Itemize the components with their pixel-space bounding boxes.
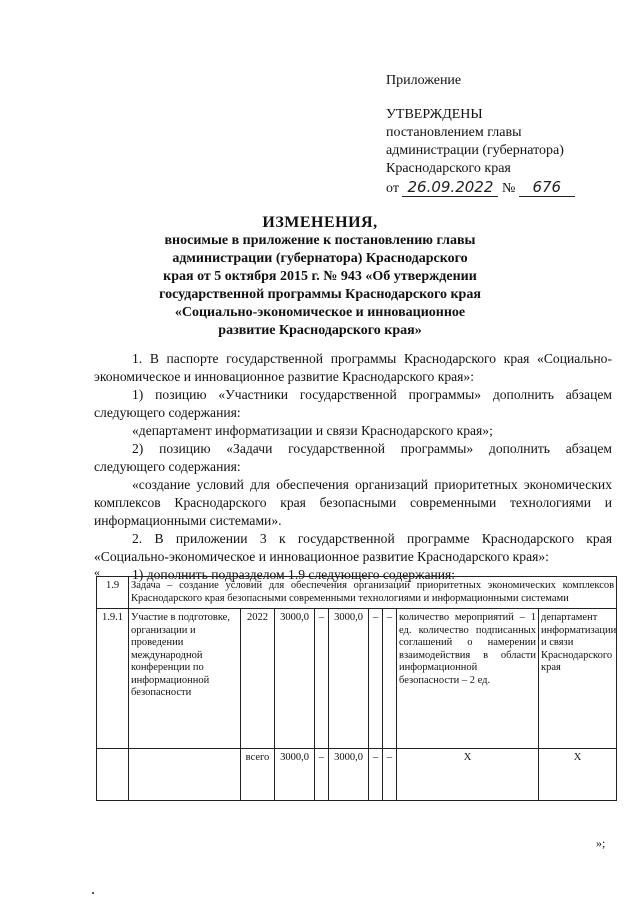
- measure-name: Участие в подготовке, организации и проведении международной конференции по информационной безопасности: [129, 609, 241, 749]
- heading-line-2: администрации (губернатора) Краснодарского: [172, 251, 468, 266]
- result-cell: X: [397, 749, 539, 801]
- appendix-label: Приложение: [386, 73, 462, 88]
- paragraph-1: 1. В паспорте государственной программы Краснодарского края «Социально-экономическое и инновационное развитие Краснодарского края»:: [94, 351, 612, 384]
- federal-cell: –: [315, 749, 329, 801]
- row-number: 1.9.1: [97, 609, 129, 749]
- heading-title: ИЗМЕНЕНИЯ,: [262, 214, 378, 231]
- date-prefix: от: [386, 181, 399, 196]
- number-prefix: №: [501, 181, 516, 196]
- paragraph-4: 2) позицию «Задачи государственной программы» дополнить абзацем следующего содержания:: [94, 441, 612, 474]
- paragraph-5: «создание условий для обеспечения организаций приоритетных экономических комплексов Краснодарского края безопасными современными технологиями и информационными системами».: [94, 477, 612, 528]
- opening-quote: «: [94, 565, 100, 579]
- result-cell: количество мероприятий – 1 ед. количество подписанных соглашений о намерении взаимодействия в области информационной безопасности – 2 ед.: [397, 609, 539, 749]
- year-cell: 2022: [241, 609, 275, 749]
- paragraph-6: 2. В приложении 3 к государственной программе Краснодарского края «Социально-экономическое и инновационное развитие Краснодарского края»:: [94, 531, 612, 564]
- scan-speck: [92, 892, 94, 894]
- local-cell: –: [369, 609, 383, 749]
- heading-line-4: государственной программы Краснодарского края: [159, 287, 481, 302]
- executor-cell: департамент информатизации и связи Краснодарского края: [539, 609, 617, 749]
- approved-label: УТВЕРЖДЕНЫ: [386, 107, 483, 122]
- other-cell: –: [383, 609, 397, 749]
- empty-cell: [129, 749, 241, 801]
- regional-cell: 3000,0: [329, 609, 369, 749]
- approval-line-2: администрации (губернатора): [386, 143, 564, 158]
- heading-line-5: «Социально-экономическое и инновационное: [174, 305, 466, 320]
- regional-cell: 3000,0: [329, 749, 369, 801]
- task-text: Задача – создание условий для обеспечения организаций приоритетных экономических комплексов Краснодарского края безопасными современными технологиями и информационными системами: [129, 577, 617, 609]
- heading-line-1: вносимые в приложение к постановлению главы: [164, 233, 476, 248]
- local-cell: –: [369, 749, 383, 801]
- paragraph-2: 1) позицию «Участники государственной программы» дополнить абзацем следующего содержания:: [94, 387, 612, 420]
- approval-line-1: постановлением главы: [386, 125, 522, 140]
- handwritten-number: 676: [519, 178, 575, 197]
- heading-line-3: края от 5 октября 2015 г. № 943 «Об утверждении: [163, 269, 477, 284]
- executor-cell: X: [539, 749, 617, 801]
- approval-date-line: [386, 178, 626, 198]
- document-heading: [140, 214, 500, 340]
- program-table: [96, 576, 617, 801]
- paragraph-7: 1) дополнить подразделом 1.9 следующего содержания:: [132, 567, 456, 582]
- handwritten-date: 26.09.2022: [402, 178, 498, 197]
- table-row: [97, 577, 617, 609]
- approval-line-3: Краснодарского края: [386, 161, 511, 176]
- federal-cell: –: [315, 609, 329, 749]
- document-body: [94, 350, 612, 584]
- approval-block: [386, 72, 626, 198]
- empty-cell: [97, 749, 129, 801]
- total-label: всего: [241, 749, 275, 801]
- table-row: [97, 609, 617, 749]
- heading-line-6: развитие Краснодарского края»: [218, 323, 422, 338]
- total-cell: 3000,0: [275, 609, 315, 749]
- table-row: [97, 749, 617, 801]
- total-cell: 3000,0: [275, 749, 315, 801]
- paragraph-3: «департамент информатизации и связи Краснодарского края»;: [132, 423, 493, 438]
- row-number: 1.9: [97, 577, 129, 609]
- closing-quote: »;: [596, 836, 606, 850]
- other-cell: –: [383, 749, 397, 801]
